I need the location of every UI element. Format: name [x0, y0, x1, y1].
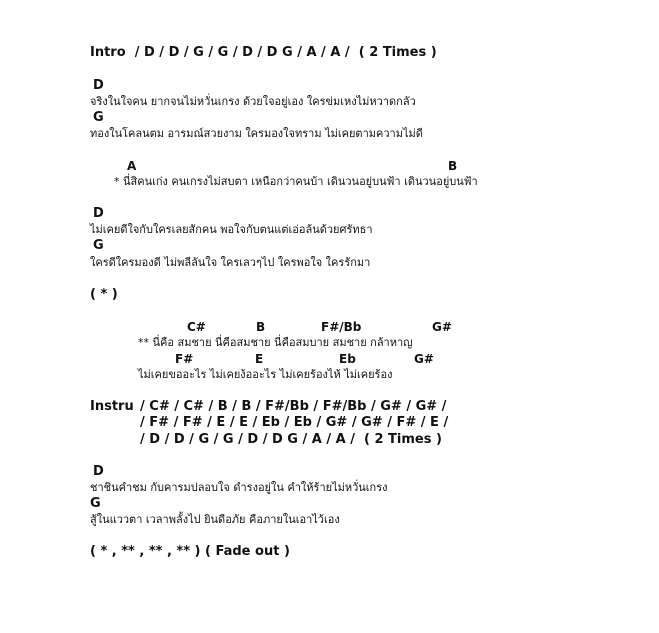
verse2-chord-d: D	[93, 206, 104, 221]
verse3-lyric-1: ชาชินคำชม กับคารมปลอบใจ ดำรงอยู่ใน คำให้ร้ายไม่หวั่นเกรง	[90, 481, 388, 494]
verse3-chord-g: G	[90, 496, 101, 511]
repeat-chorus-marker: ( * )	[90, 287, 118, 302]
verse2-lyric-1: ไม่เคยดีใจกับใครเลยสักคน พอใจกับตนแต่เอ่อล้นด้วยศรัทธา	[90, 223, 373, 236]
chorus2-chord: B	[256, 320, 266, 334]
chorus2-chord: F#/Bb	[321, 320, 362, 334]
intro-line: Intro / D / D / G / G / D / D G / A / A / ( 2 Times )	[90, 45, 437, 60]
chorus1-chord-a: A	[127, 159, 137, 173]
chorus2-chord: C#	[187, 320, 206, 334]
chorus2-lyric-2: ไม่เคยขออะไร ไม่เคยง้ออะไร ไม่เคยร้องไห้ ไม่เคยร้อง	[138, 368, 393, 381]
verse1-lyric-2: ทองในโคลนตม อารมณ์สวยงาม ใครมองใจทราม ไม่เคยตามความไม่ดี	[90, 127, 423, 140]
chorus2-lyric-1: ** นี่คือ สมชาย นี่คือสมชาย นี่คือสมบาย สมชาย กล้าหาญ	[138, 336, 413, 349]
verse2-lyric-2: ใครดีใครมองดี ไม่พลีลันใจ ใครเลวๆไป ใครพอใจ ใครรักมา	[90, 256, 371, 269]
verse1-chord-g: G	[93, 110, 104, 125]
verse2-chord-g: G	[93, 238, 104, 253]
chorus2-chord: Eb	[339, 352, 356, 366]
verse3-lyric-2: สู้ในแววตา เวลาพลั้งไป ยินดีอภัย คือภายในเอาไว้เอง	[90, 513, 340, 526]
verse1-lyric-1: จริงในใจคน ยากจนไม่หวั่นเกรง ด้วยใจอยู่เอง ใครข่มเหงไม่หวาดกลัว	[90, 95, 416, 108]
instru-line-3: / D / D / G / G / D / D G / A / A / ( 2 Times )	[140, 432, 442, 447]
chorus2-chord: G#	[432, 320, 452, 334]
chorus2-chord: E	[255, 352, 264, 366]
instru-line-2: / F# / F# / E / E / Eb / Eb / G# / G# / F# / E /	[140, 415, 449, 430]
verse3-chord-d: D	[93, 464, 104, 479]
chorus2-chord: G#	[414, 352, 434, 366]
chorus1-chord-b: B	[448, 159, 458, 173]
chorus1-lyric: * นี่สิคนเก่ง คนเกรงไม่สบตา เหนือกว่าคนบ้า เดินวนอยู่บนฟ้า เดินวนอยู่บนฟ้า	[114, 175, 478, 188]
chorus2-chord: F#	[175, 352, 194, 366]
instru-line-1: / C# / C# / B / B / F#/Bb / F#/Bb / G# / G# /	[140, 399, 447, 414]
verse1-chord-d: D	[93, 78, 104, 93]
instru-label: Instru	[90, 399, 134, 414]
outro-line: ( * , ** , ** , ** ) ( Fade out )	[90, 544, 290, 559]
